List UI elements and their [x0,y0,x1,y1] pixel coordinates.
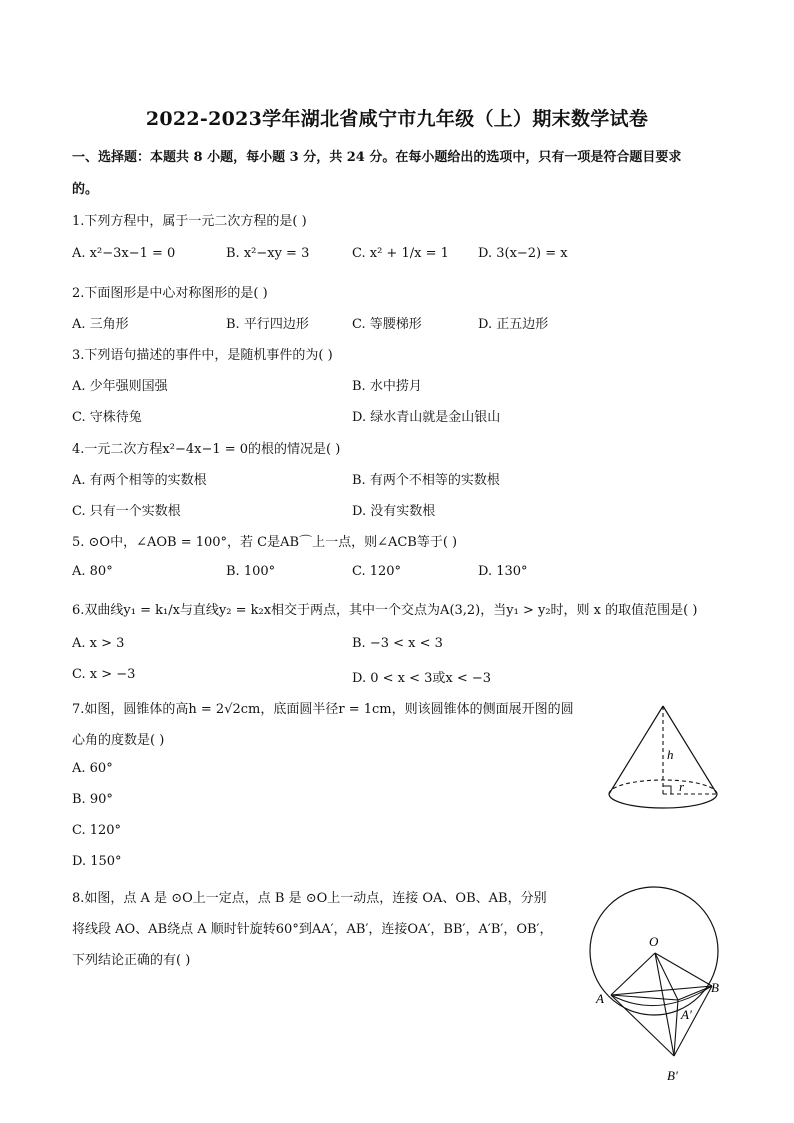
question-1-option-d: D. 3(x−2) = x [478,246,568,261]
question-4-option-a: A. 有两个相等的实数根 [72,473,207,488]
label-b-prime: B′ [667,1068,678,1083]
question-7-option-c: C. 120° [72,823,122,838]
question-1-option-a: A. x²−3x−1 = 0 [72,246,176,261]
question-6-stem: 6.双曲线y₁ = k₁/x与直线y₂ = k₂x相交于两点，其中一个交点为A(3,2)，当y₁ > y₂时，则 x 的取值范围是( ) [72,603,698,618]
label-a: A [596,991,604,1006]
question-6-option-b: B. −3 < x < 3 [352,636,443,651]
question-5-option-d: D. 130° [478,564,528,579]
question-2-option-d: D. 正五边形 [478,317,549,332]
question-2-option-a: A. 三角形 [72,317,129,332]
question-3-option-d: D. 绿水青山就是金山银山 [352,410,501,425]
question-7-option-b: B. 90° [72,792,113,807]
question-1-option-b: B. x²−xy = 3 [226,246,310,261]
question-6-option-c: C. x > −3 [72,667,136,682]
question-5-option-a: A. 80° [72,564,113,579]
question-5-stem: 5. ⊙O中，∠AOB = 100°，若 C是AB⌒上一点，则∠ACB等于( ) [72,535,458,550]
question-7-stem-line1: 7.如图，圆锥体的高h = 2√2cm，底面圆半径r = 1cm，则该圆锥体的侧面展开图的圆 [72,702,574,717]
label-o: O [649,934,659,949]
label-b: B [711,980,719,995]
question-7-option-d: D. 150° [72,854,122,869]
segment-a-prime-b-prime [674,1000,678,1056]
question-7-option-a: A. 60° [72,761,113,776]
question-3-stem: 3.下列语句描述的事件中，是随机事件的为( ) [72,348,333,363]
section-heading-line2: 的。 [72,182,99,197]
question-8-stem-line1: 8.如图，点 A 是 ⊙O上一定点，点 B 是 ⊙O上一动点，连接 OA、OB、AB，分别 [72,891,547,906]
question-4-option-c: C. 只有一个实数根 [72,504,181,519]
circle-rotation-figure [588,880,728,1090]
label-a-prime: A′ [681,1007,692,1022]
segment-oa [611,953,655,995]
question-5-option-c: C. 120° [352,564,402,579]
question-4-option-b: B. 有两个不相等的实数根 [352,473,500,488]
question-7-stem-line2: 心角的度数是( ) [72,733,165,748]
section-heading-line1: 一、选择题：本题共 8 小题，每小题 3 分，共 24 分。在每小题给出的选项中，只有一项是符合题目要求 [72,150,682,165]
question-3-option-b: B. 水中捞月 [352,379,422,394]
question-5-option-b: B. 100° [226,564,276,579]
circle-o [590,887,718,1015]
question-8-stem-line2: 将线段 AO、AB绕点 A 顺时针旋转60°到AA′，AB′，连接OA′，BB′，A′B′，OB′， [72,922,553,937]
question-4-option-d: D. 没有实数根 [352,504,436,519]
question-6-option-a: A. x > 3 [72,636,125,651]
question-1-option-c: C. x² + 1/x = 1 [352,246,449,261]
label-h: h [667,747,674,762]
question-2-option-b: B. 平行四边形 [226,317,309,332]
right-angle-mark [663,786,671,794]
cone-base-front [609,794,717,808]
label-r: r [679,779,685,794]
question-2-stem: 2.下面图形是中心对称图形的是( ) [72,286,268,301]
question-2-option-c: C. 等腰梯形 [352,317,422,332]
question-1-stem: 1.下列方程中，属于一元二次方程的是( ) [72,214,307,229]
page-title: 2022-2023学年湖北省咸宁市九年级（上）期末数学试卷 [145,108,649,130]
question-6-option-d: D. 0 < x < 3或x < −3 [352,671,492,686]
question-3-option-a: A. 少年强则国强 [72,379,168,394]
question-4-stem: 4.一元二次方程x²−4x−1 = 0的根的情况是( ) [72,442,341,457]
cone-figure [600,698,730,816]
question-8-stem-line3: 下列结论正确的有( ) [72,953,191,968]
cone-left-edge [609,706,663,794]
question-3-option-c: C. 守株待兔 [72,410,142,425]
